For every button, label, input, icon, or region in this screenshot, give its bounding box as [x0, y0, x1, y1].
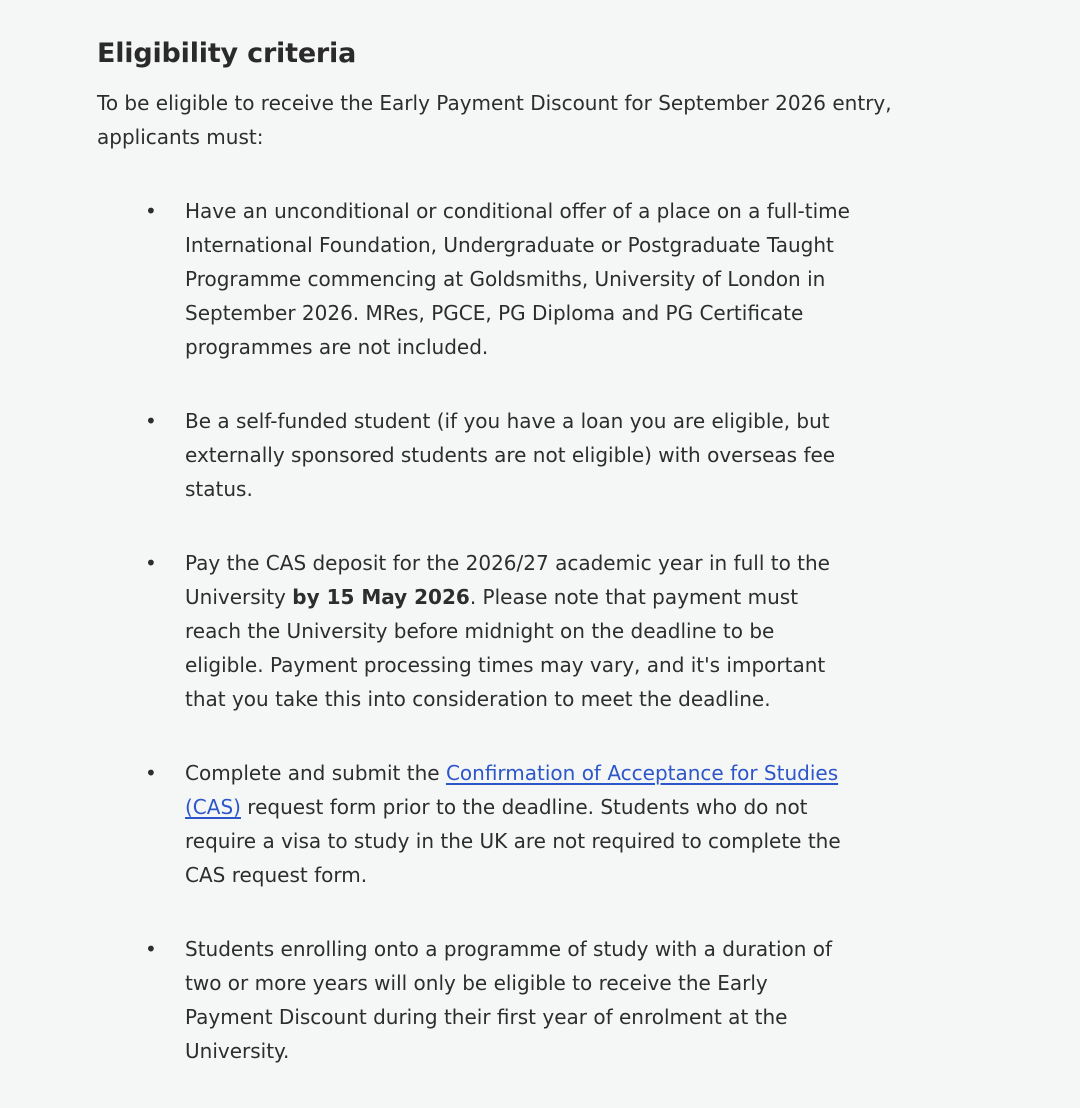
criteria-text: Students enrolling onto a programme of study with a duration of two or more years will only be eligible to receive the Early Payment Discount during their first year of enrolment at the University.	[185, 937, 833, 1063]
cas-request-link[interactable]: Confirmation of Acceptance for Studies (CAS)	[185, 761, 839, 819]
bullet-icon: •	[145, 937, 157, 961]
list-item	[97, 756, 857, 892]
list-item	[97, 546, 857, 716]
criteria-text-after: . Please note that payment must reach the University before midnight on the deadline to be eligible. Payment processing times may vary, and it's important that you take this into consideration to meet the deadline.	[185, 585, 826, 711]
section-heading: Eligibility criteria	[97, 38, 357, 69]
list-item	[97, 194, 857, 364]
criteria-text-before: Complete and submit the	[185, 761, 446, 785]
deadline-date: by 15 May 2026	[292, 585, 470, 609]
criteria-text-after: request form prior to the deadline. Students who do not require a visa to study in the UK are not required to complete the CAS request form.	[185, 795, 841, 887]
criteria-list	[97, 194, 957, 1068]
criteria-text: Be a self-funded student (if you have a loan you are eligible, but externally sponsored students are not eligible) with overseas fee status.	[185, 409, 836, 501]
eligibility-section	[97, 34, 957, 1108]
intro-text: To be eligible to receive the Early Payment Discount for September 2026 entry, applicants must:	[97, 91, 892, 149]
bullet-icon: •	[145, 551, 157, 575]
bullet-icon: •	[145, 761, 157, 785]
criteria-text-before: Pay the CAS deposit for the 2026/27 academic year in full to the University	[185, 551, 830, 609]
list-item	[97, 932, 857, 1068]
list-item	[97, 404, 857, 506]
bullet-icon: •	[145, 409, 157, 433]
bullet-icon: •	[145, 199, 157, 223]
criteria-text: Have an unconditional or conditional offer of a place on a full-time International Foundation, Undergraduate or Postgraduate Taught Programme commencing at Goldsmiths, University of London in September 2026. MRes, PGCE, PG Diploma and PG Certificate programmes are not included.	[185, 199, 850, 359]
